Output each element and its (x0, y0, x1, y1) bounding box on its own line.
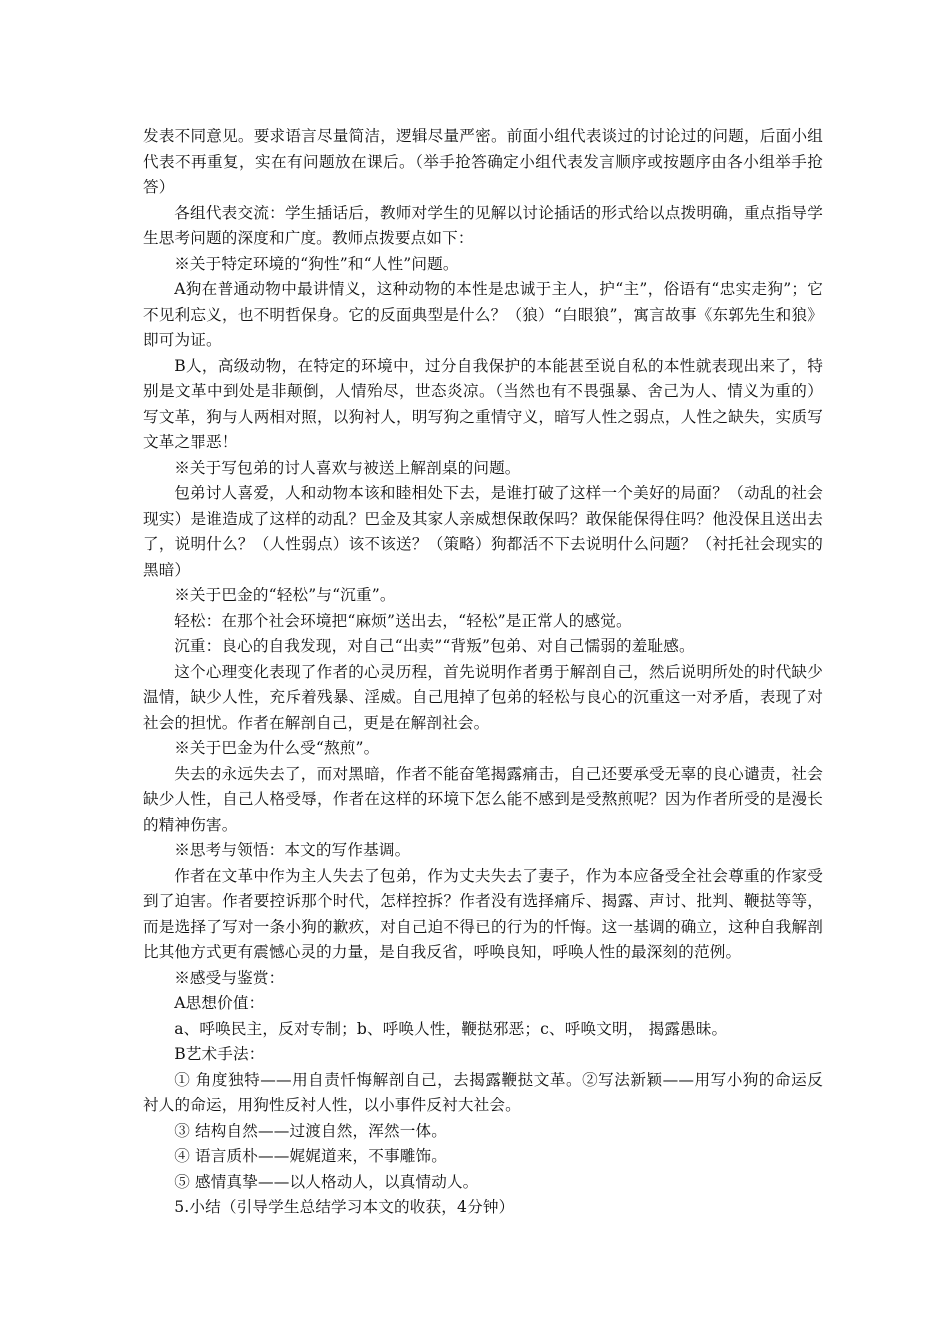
paragraph-dog-nature: A狗在普通动物中最讲情义，这种动物的本性是忠诚于主人，护“主”，俗语有“忠实走狗”；它不见利忘义，也不明哲保身。它的反面典型是什么？（狼）“白眼狼”，寓言故事《东郭先生和狼》即可为证。 (143, 280, 823, 349)
subheading-artistic-technique: B艺术手法： (174, 1045, 265, 1063)
paragraph-writing-tone: 作者在文革中作为主人失去了包弟，作为丈夫失去了妻子，作为本应备受全社会尊重的作家受到了迫害。作者要控诉那个时代，怎样控拆？作者没有选择痛斥、揭露、声讨、批判、鞭挞等等，而是选择了写对一条小狗的歉疚，对自己迫不得已的行为的忏悔。这一基调的确立，这种自我解剖比其他方式更有震憾心灵的力量，是自我反省，呼唤良知，呼唤人性的最深刻的范例。 (143, 866, 823, 961)
list-item-technique-1-2: ① 角度独特——用自责忏悔解剖自己，去揭露鞭挞文革。②写法新颖——用写小狗的命运反衬人的命运，用狗性反衬人性，以小事件反衬大社会。 (143, 1070, 823, 1114)
subheading-thought-value: A思想价值： (174, 994, 265, 1012)
paragraph-torment: 失去的永远失去了，而对黑暗，作者不能奋笔揭露痛击，自己还要承受无辜的良心谴责，社会缺少人性，自己人格受辱，作者在这样的环境下怎么能不感到是受熬煎呢？因为作者所受的是漫长的精神伤害。 (143, 764, 823, 834)
paragraph-thought-value: a、呼唤民主，反对专制；b、呼唤人性，鞭挞邪恶；c、呼唤文明， 揭露愚昧。 (174, 1019, 728, 1038)
paragraph-baodi: 包弟讨人喜爱，人和动物本该和睦相处下去，是谁打破了这样一个美好的局面？（动乱的社会现实）是谁造成了这样的动乱？巴金及其家人亲威想保敢保吗？敢保能保得住吗？他没保且送出去了，说明什么？（人性弱点）该不该送？（策略）狗都活不下去说明什么问题？（衬托社会现实的黑暗） (143, 484, 823, 579)
paragraph-human-nature: B人，高级动物，在特定的环境中，过分自我保护的本能甚至说自私的本性就表现出来了，特别是文革中到处是非颠倒，人情殆尽，世态炎凉。（当然也有不畏强暴、舍己为人、情义为重的）写文革，狗与人两相对照，以狗衬人，明写狗之重情守义，暗写人性之弱点，人性之缺失，实质写文革之罪恶！ (143, 356, 823, 451)
paragraph-group-exchange: 各组代表交流：学生插话后，教师对学生的见解以讨论插话的形式给以点拨明确，重点指导学生思考问题的深度和广度。教师点拨要点如下： (143, 203, 823, 247)
list-item-technique-4: ④ 语言质朴——娓娓道来，不事雕饰。 (174, 1147, 447, 1165)
list-item-technique-3: ③ 结构自然——过渡自然，浑然一体。 (174, 1121, 447, 1140)
section-heading-relief-burden: ※关于巴金的“轻松”与“沉重”。 (174, 586, 396, 604)
paragraph-summary: 5.小结（引导学生总结学习本文的收获，4分钟） (174, 1198, 515, 1216)
section-heading-writing-tone: ※思考与领悟：本文的写作基调。 (174, 841, 411, 859)
section-heading-torment: ※关于巴金为什么受“熬煎”。 (174, 739, 380, 757)
section-heading-baodi: ※关于写包弟的讨人喜欢与被送上解剖桌的问题。 (174, 458, 521, 477)
section-heading-dog-human-nature: ※关于特定环境的“狗性”和“人性”问题。 (174, 254, 459, 273)
document-page (143, 124, 823, 1221)
section-heading-appreciation: ※感受与鉴赏： (174, 968, 285, 987)
paragraph-continuation: 发表不同意见。要求语言尽量简洁，逻辑尽量严密。前面小组代表谈过的讨论过的问题，后面小组代表不再重复，实在有问题放在课后。（举手抢答确定小组代表发言顺序或按题序由各小组举手抢答） (143, 127, 823, 196)
list-item-technique-5: ⑤ 感情真挚——以人格动人，以真情动人。 (174, 1172, 479, 1191)
paragraph-psychological-change: 这个心理变化表现了作者的心灵历程，首先说明作者勇于解剖自己，然后说明所处的时代缺少温情，缺少人性，充斥着残暴、淫威。自己甩掉了包弟的轻松与良心的沉重这一对矛盾，表现了对社会的担忧。作者在解剖自己，更是在解剖社会。 (143, 662, 823, 732)
paragraph-burden: 沉重：良心的自我发现，对自己“出卖”“背叛”包弟、对自己懦弱的羞耻感。 (174, 637, 695, 655)
paragraph-relief: 轻松：在那个社会环境把“麻烦”送出去，“轻松”是正常人的感觉。 (174, 611, 632, 630)
